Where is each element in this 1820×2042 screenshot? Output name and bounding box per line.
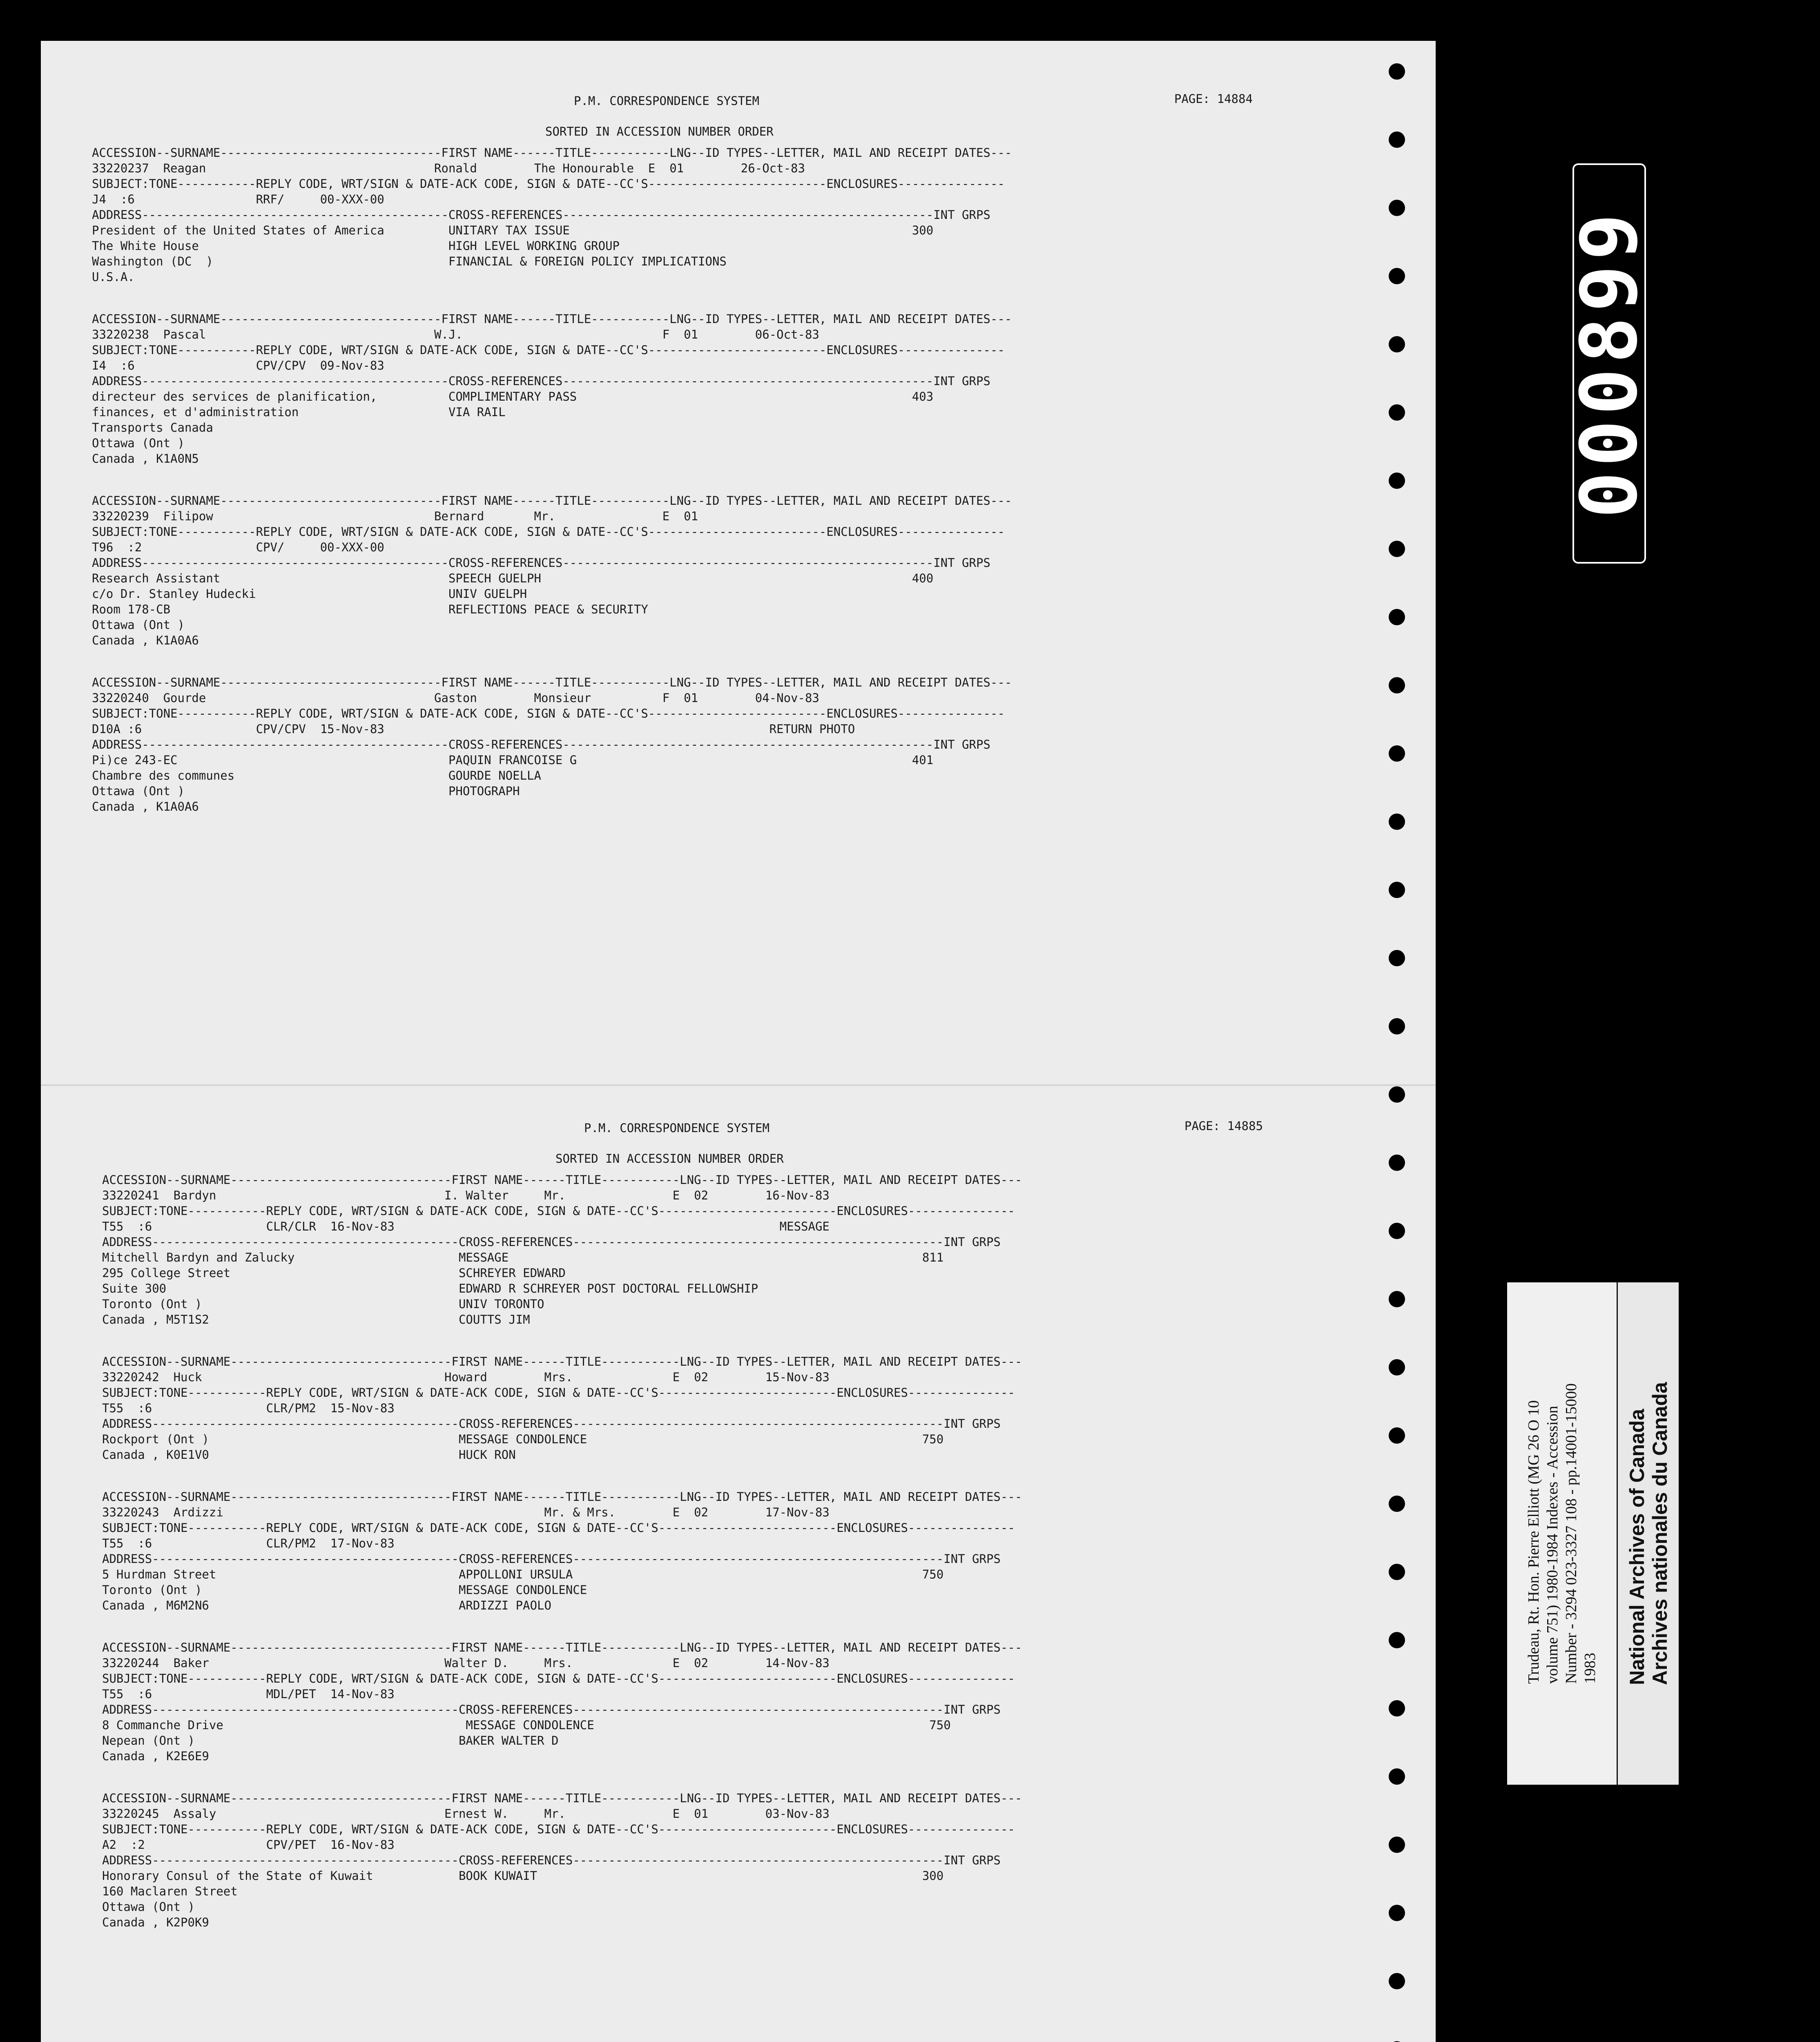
tractor-hole <box>1389 268 1405 284</box>
tractor-hole <box>1389 200 1405 216</box>
tractor-hole <box>16 677 33 693</box>
record-line: 5 Hurdman Street APPOLLONI URSULA 750 <box>102 1567 944 1581</box>
record-line: T96 :2 CPV/ 00-XXX-00 <box>92 540 384 554</box>
label-line: Trudeau, Rt. Hon. Pierre Elliott (MG 26 O 10 <box>1525 1400 1543 1684</box>
archive-name-fr: Archives nationales du Canada <box>1648 1382 1671 1685</box>
tractor-hole <box>1389 1427 1405 1444</box>
record-line: Suite 300 EDWARD R SCHREYER POST DOCTORAL FELLOWSHIP <box>102 1282 758 1295</box>
tractor-hole <box>16 268 33 284</box>
tractor-hole <box>16 336 33 352</box>
tractor-hole <box>1389 404 1405 421</box>
tractor-hole <box>1389 1768 1405 1785</box>
record-line: Room 178-CB REFLECTIONS PEACE & SECURITY <box>92 602 648 616</box>
tractor-hole <box>1389 132 1405 148</box>
record-line: 33220239 Filipow Bernard Mr. E 01 <box>92 509 698 523</box>
record-line: Canada , M6M2N6 ARDIZZI PAOLO <box>102 1598 551 1612</box>
tractor-hole <box>1389 1086 1405 1103</box>
tractor-hole <box>1389 541 1405 557</box>
tractor-hole <box>1389 473 1405 489</box>
correspondence-record <box>92 493 1317 648</box>
tractor-hole <box>16 541 33 557</box>
record-line: SUBJECT:TONE-----------REPLY CODE, WRT/SIGN & DATE-ACK CODE, SIGN & DATE--CC'S-------------------------ENCLOSURES--------------- <box>92 707 1005 720</box>
correspondence-record <box>92 311 1317 466</box>
record-line: 295 College Street SCHREYER EDWARD <box>102 1266 566 1280</box>
tractor-hole <box>1389 1564 1405 1580</box>
system-title: P.M. CORRESPONDENCE SYSTEM <box>584 1121 769 1135</box>
record-line: T55 :6 MDL/PET 14-Nov-83 <box>102 1687 395 1701</box>
record-line: Chambre des communes GOURDE NOELLA <box>92 769 541 782</box>
record-line: 33220240 Gourde Gaston Monsieur F 01 04-Nov-83 <box>92 691 819 705</box>
tractor-hole <box>16 473 33 489</box>
record-line: ADDRESS-------------------------------------------CROSS-REFERENCES----------------------------------------------------INT GRPS <box>102 1703 1001 1717</box>
label-line: 1983 <box>1581 1652 1599 1684</box>
tractor-hole <box>16 1427 33 1444</box>
record-line: Canada , K1A0N5 <box>92 452 199 466</box>
tractor-hole <box>16 1837 33 1853</box>
record-list <box>102 1172 1327 1930</box>
tractor-hole <box>16 1973 33 1989</box>
record-line: Rockport (Ont ) MESSAGE CONDOLENCE 750 <box>102 1432 944 1446</box>
record-line: ADDRESS-------------------------------------------CROSS-REFERENCES----------------------------------------------------INT GRPS <box>102 1417 1001 1431</box>
record-line: D10A :6 CPV/CPV 15-Nov-83 RETURN PHOTO <box>92 722 855 736</box>
tractor-hole <box>1389 814 1405 830</box>
record-line: A2 :2 CPV/PET 16-Nov-83 <box>102 1838 395 1852</box>
page-perforation <box>41 1084 1436 1086</box>
record-line: Pi)ce 243-EC PAQUIN FRANCOISE G 401 <box>92 753 934 767</box>
record-line: Nepean (Ont ) BAKER WALTER D <box>102 1734 559 1748</box>
record-line: Canada , K0E1V0 HUCK RON <box>102 1448 516 1462</box>
frame-number-stamp <box>1564 163 1655 564</box>
record-line: Ottawa (Ont ) <box>92 618 185 632</box>
tractor-hole <box>1389 1700 1405 1717</box>
record-line: T55 :6 CLR/PM2 15-Nov-83 <box>102 1401 395 1415</box>
record-line: ADDRESS-------------------------------------------CROSS-REFERENCES----------------------------------------------------INT GRPS <box>92 556 990 570</box>
tractor-hole <box>1389 1837 1405 1853</box>
record-line: The White House HIGH LEVEL WORKING GROUP <box>92 239 620 253</box>
page-number: PAGE: 14885 <box>1184 1119 1263 1133</box>
record-line: SUBJECT:TONE-----------REPLY CODE, WRT/SIGN & DATE-ACK CODE, SIGN & DATE--CC'S-------------------------ENCLOSURES--------------- <box>102 1521 1015 1535</box>
record-line: Mitchell Bardyn and Zalucky MESSAGE 811 <box>102 1251 944 1264</box>
record-line: Ottawa (Ont ) <box>92 436 185 450</box>
label-line: Number - 3294 023-3327 108 - pp.14001-15000 <box>1563 1383 1580 1684</box>
record-line: SUBJECT:TONE-----------REPLY CODE, WRT/SIGN & DATE-ACK CODE, SIGN & DATE--CC'S-------------------------ENCLOSURES--------------- <box>102 1204 1015 1218</box>
record-line: SUBJECT:TONE-----------REPLY CODE, WRT/SIGN & DATE-ACK CODE, SIGN & DATE--CC'S-------------------------ENCLOSURES--------------- <box>102 1822 1015 1836</box>
label-description-panel <box>1507 1282 1618 1785</box>
page-header <box>102 1119 1327 1172</box>
record-line: ACCESSION--SURNAME-------------------------------FIRST NAME------TITLE-----------LNG--ID TYPES--LETTER, MAIL AND RECEIPT DATES--- <box>92 675 1012 689</box>
record-line: SUBJECT:TONE-----------REPLY CODE, WRT/SIGN & DATE-ACK CODE, SIGN & DATE--CC'S-------------------------ENCLOSURES--------------- <box>92 525 1005 539</box>
record-line: ADDRESS-------------------------------------------CROSS-REFERENCES----------------------------------------------------INT GRPS <box>92 738 990 751</box>
record-line: SUBJECT:TONE-----------REPLY CODE, WRT/SIGN & DATE-ACK CODE, SIGN & DATE--CC'S-------------------------ENCLOSURES--------------- <box>92 343 1005 357</box>
archive-name <box>1626 1382 1671 1685</box>
tractor-hole <box>16 609 33 625</box>
record-line: Canada , M5T1S2 COUTTS JIM <box>102 1313 530 1326</box>
record-line: J4 :6 RRF/ 00-XXX-00 <box>92 192 384 206</box>
record-line: I4 :6 CPV/CPV 09-Nov-83 <box>92 359 384 372</box>
record-line: Canada , K2P0K9 <box>102 1915 209 1929</box>
tractor-hole <box>1389 1496 1405 1512</box>
record-line: 33220238 Pascal W.J. F 01 06-Oct-83 <box>92 328 819 341</box>
record-line: President of the United States of America UNITARY TAX ISSUE 300 <box>92 223 934 237</box>
tractor-hole <box>16 1223 33 1239</box>
record-line: T55 :6 CLR/CLR 16-Nov-83 MESSAGE <box>102 1219 830 1233</box>
tractor-hole <box>16 745 33 762</box>
tractor-hole <box>16 1291 33 1307</box>
frame-number: 000899 <box>1564 208 1655 519</box>
record-line: Canada , K1A0A6 <box>92 800 199 814</box>
record-line: ACCESSION--SURNAME-------------------------------FIRST NAME------TITLE-----------LNG--ID TYPES--LETTER, MAIL AND RECEIPT DATES--- <box>102 1641 1022 1654</box>
correspondence-record <box>102 1640 1327 1764</box>
record-line: Toronto (Ont ) UNIV TORONTO <box>102 1297 544 1311</box>
tractor-hole <box>16 63 33 80</box>
correspondence-record <box>102 1172 1327 1327</box>
tractor-hole <box>16 882 33 898</box>
tractor-hole <box>16 1018 33 1034</box>
record-line: ACCESSION--SURNAME-------------------------------FIRST NAME------TITLE-----------LNG--ID TYPES--LETTER, MAIL AND RECEIPT DATES--- <box>102 1791 1022 1805</box>
tractor-hole <box>1389 950 1405 966</box>
record-line: Canada , K2E6E9 <box>102 1749 209 1763</box>
tractor-hole <box>1389 63 1405 80</box>
record-line: c/o Dr. Stanley Hudecki UNIV GUELPH <box>92 587 527 601</box>
record-line: Toronto (Ont ) MESSAGE CONDOLENCE <box>102 1583 587 1597</box>
record-line: finances, et d'administration VIA RAIL <box>92 405 506 419</box>
tractor-hole <box>1389 609 1405 625</box>
printout-page-2 <box>102 1119 1327 1957</box>
tractor-hole <box>16 1359 33 1375</box>
tractor-hole <box>16 1496 33 1512</box>
record-line: ACCESSION--SURNAME-------------------------------FIRST NAME------TITLE-----------LNG--ID TYPES--LETTER, MAIL AND RECEIPT DATES--- <box>102 1173 1022 1187</box>
sort-order-caption: SORTED IN ACCESSION NUMBER ORDER <box>555 1152 784 1166</box>
correspondence-record <box>92 145 1317 285</box>
tractor-hole <box>16 1905 33 1921</box>
archive-label <box>1507 1282 1679 1785</box>
record-line: 33220241 Bardyn I. Walter Mr. E 02 16-Nov-83 <box>102 1188 830 1202</box>
record-line: ADDRESS-------------------------------------------CROSS-REFERENCES----------------------------------------------------INT GRPS <box>102 1235 1001 1249</box>
record-line: SUBJECT:TONE-----------REPLY CODE, WRT/SIGN & DATE-ACK CODE, SIGN & DATE--CC'S-------------------------ENCLOSURES--------------- <box>92 177 1005 191</box>
printout-page-1 <box>92 92 1317 841</box>
tractor-hole <box>16 1768 33 1785</box>
record-line: ACCESSION--SURNAME-------------------------------FIRST NAME------TITLE-----------LNG--ID TYPES--LETTER, MAIL AND RECEIPT DATES--- <box>92 494 1012 508</box>
tractor-hole <box>1389 1291 1405 1307</box>
tractor-hole <box>1389 745 1405 762</box>
correspondence-record <box>102 1489 1327 1613</box>
record-line: directeur des services de planification, COMPLIMENTARY PASS 403 <box>92 390 934 403</box>
tractor-hole <box>16 950 33 966</box>
record-line: SUBJECT:TONE-----------REPLY CODE, WRT/SIGN & DATE-ACK CODE, SIGN & DATE--CC'S-------------------------ENCLOSURES--------------- <box>102 1672 1015 1685</box>
record-line: Transports Canada <box>92 421 213 435</box>
record-line: ADDRESS-------------------------------------------CROSS-REFERENCES----------------------------------------------------INT GRPS <box>102 1853 1001 1867</box>
record-line: ADDRESS-------------------------------------------CROSS-REFERENCES----------------------------------------------------INT GRPS <box>102 1552 1001 1566</box>
record-line: Washington (DC ) FINANCIAL & FOREIGN POLICY IMPLICATIONS <box>92 254 727 268</box>
label-description <box>1524 1383 1599 1684</box>
record-line: 33220245 Assaly Ernest W. Mr. E 01 03-Nov-83 <box>102 1807 830 1821</box>
tractor-hole <box>1389 1632 1405 1648</box>
sort-order-caption: SORTED IN ACCESSION NUMBER ORDER <box>545 125 774 138</box>
page-number: PAGE: 14884 <box>1174 92 1253 106</box>
tractor-hole <box>16 1564 33 1580</box>
record-line: Ottawa (Ont ) <box>102 1900 195 1914</box>
record-line: Canada , K1A0A6 <box>92 633 199 647</box>
record-line: ACCESSION--SURNAME-------------------------------FIRST NAME------TITLE-----------LNG--ID TYPES--LETTER, MAIL AND RECEIPT DATES--- <box>102 1490 1022 1504</box>
tractor-hole <box>16 1086 33 1103</box>
tractor-hole <box>1389 1155 1405 1171</box>
record-line: 33220243 Ardizzi Mr. & Mrs. E 02 17-Nov-83 <box>102 1505 830 1519</box>
correspondence-record <box>102 1354 1327 1462</box>
tractor-hole <box>16 132 33 148</box>
record-line: 8 Commanche Drive MESSAGE CONDOLENCE 750 <box>102 1718 951 1732</box>
record-line: ACCESSION--SURNAME-------------------------------FIRST NAME------TITLE-----------LNG--ID TYPES--LETTER, MAIL AND RECEIPT DATES--- <box>92 312 1012 326</box>
tractor-hole <box>16 814 33 830</box>
record-line: Ottawa (Ont ) PHOTOGRAPH <box>92 784 520 798</box>
label-line: volume 751) 1980-1984 Indexes - Accession <box>1544 1406 1561 1684</box>
record-line: 160 Maclaren Street <box>102 1884 238 1898</box>
record-line: ACCESSION--SURNAME-------------------------------FIRST NAME------TITLE-----------LNG--ID TYPES--LETTER, MAIL AND RECEIPT DATES--- <box>92 146 1012 160</box>
tractor-hole <box>16 1700 33 1717</box>
record-line: 33220237 Reagan Ronald The Honourable E 01 26-Oct-83 <box>92 161 805 175</box>
tractor-hole <box>16 404 33 421</box>
record-line: 33220244 Baker Walter D. Mrs. E 02 14-Nov-83 <box>102 1656 830 1670</box>
tractor-hole <box>1389 1973 1405 1989</box>
page-header <box>92 92 1317 145</box>
correspondence-record <box>102 1790 1327 1930</box>
record-line: T55 :6 CLR/PM2 17-Nov-83 <box>102 1536 395 1550</box>
correspondence-record <box>92 675 1317 814</box>
tractor-hole <box>16 200 33 216</box>
record-list <box>92 145 1317 814</box>
tractor-hole <box>16 1155 33 1171</box>
archive-name-en: National Archives of Canada <box>1625 1409 1648 1685</box>
tractor-hole <box>1389 1905 1405 1921</box>
tractor-hole <box>16 1632 33 1648</box>
record-line: U.S.A. <box>92 270 135 284</box>
tractor-hole <box>1389 336 1405 352</box>
tractor-hole <box>1389 1359 1405 1375</box>
tractor-holes-right <box>1385 41 1409 2042</box>
record-line: Research Assistant SPEECH GUELPH 400 <box>92 571 934 585</box>
record-line: ADDRESS-------------------------------------------CROSS-REFERENCES----------------------------------------------------INT GRPS <box>92 374 990 388</box>
tractor-hole <box>1389 677 1405 693</box>
record-line: ADDRESS-------------------------------------------CROSS-REFERENCES----------------------------------------------------INT GRPS <box>92 208 990 222</box>
record-line: SUBJECT:TONE-----------REPLY CODE, WRT/SIGN & DATE-ACK CODE, SIGN & DATE--CC'S-------------------------ENCLOSURES--------------- <box>102 1386 1015 1400</box>
tractor-holes-left <box>12 41 37 2042</box>
label-archive-panel <box>1618 1282 1679 1785</box>
tractor-hole <box>1389 1018 1405 1034</box>
tractor-hole <box>1389 882 1405 898</box>
record-line: Honorary Consul of the State of Kuwait BOOK KUWAIT 300 <box>102 1869 944 1883</box>
record-line: ACCESSION--SURNAME-------------------------------FIRST NAME------TITLE-----------LNG--ID TYPES--LETTER, MAIL AND RECEIPT DATES--- <box>102 1355 1022 1369</box>
system-title: P.M. CORRESPONDENCE SYSTEM <box>574 94 759 108</box>
record-line: 33220242 Huck Howard Mrs. E 02 15-Nov-83 <box>102 1370 830 1384</box>
tractor-hole <box>1389 1223 1405 1239</box>
